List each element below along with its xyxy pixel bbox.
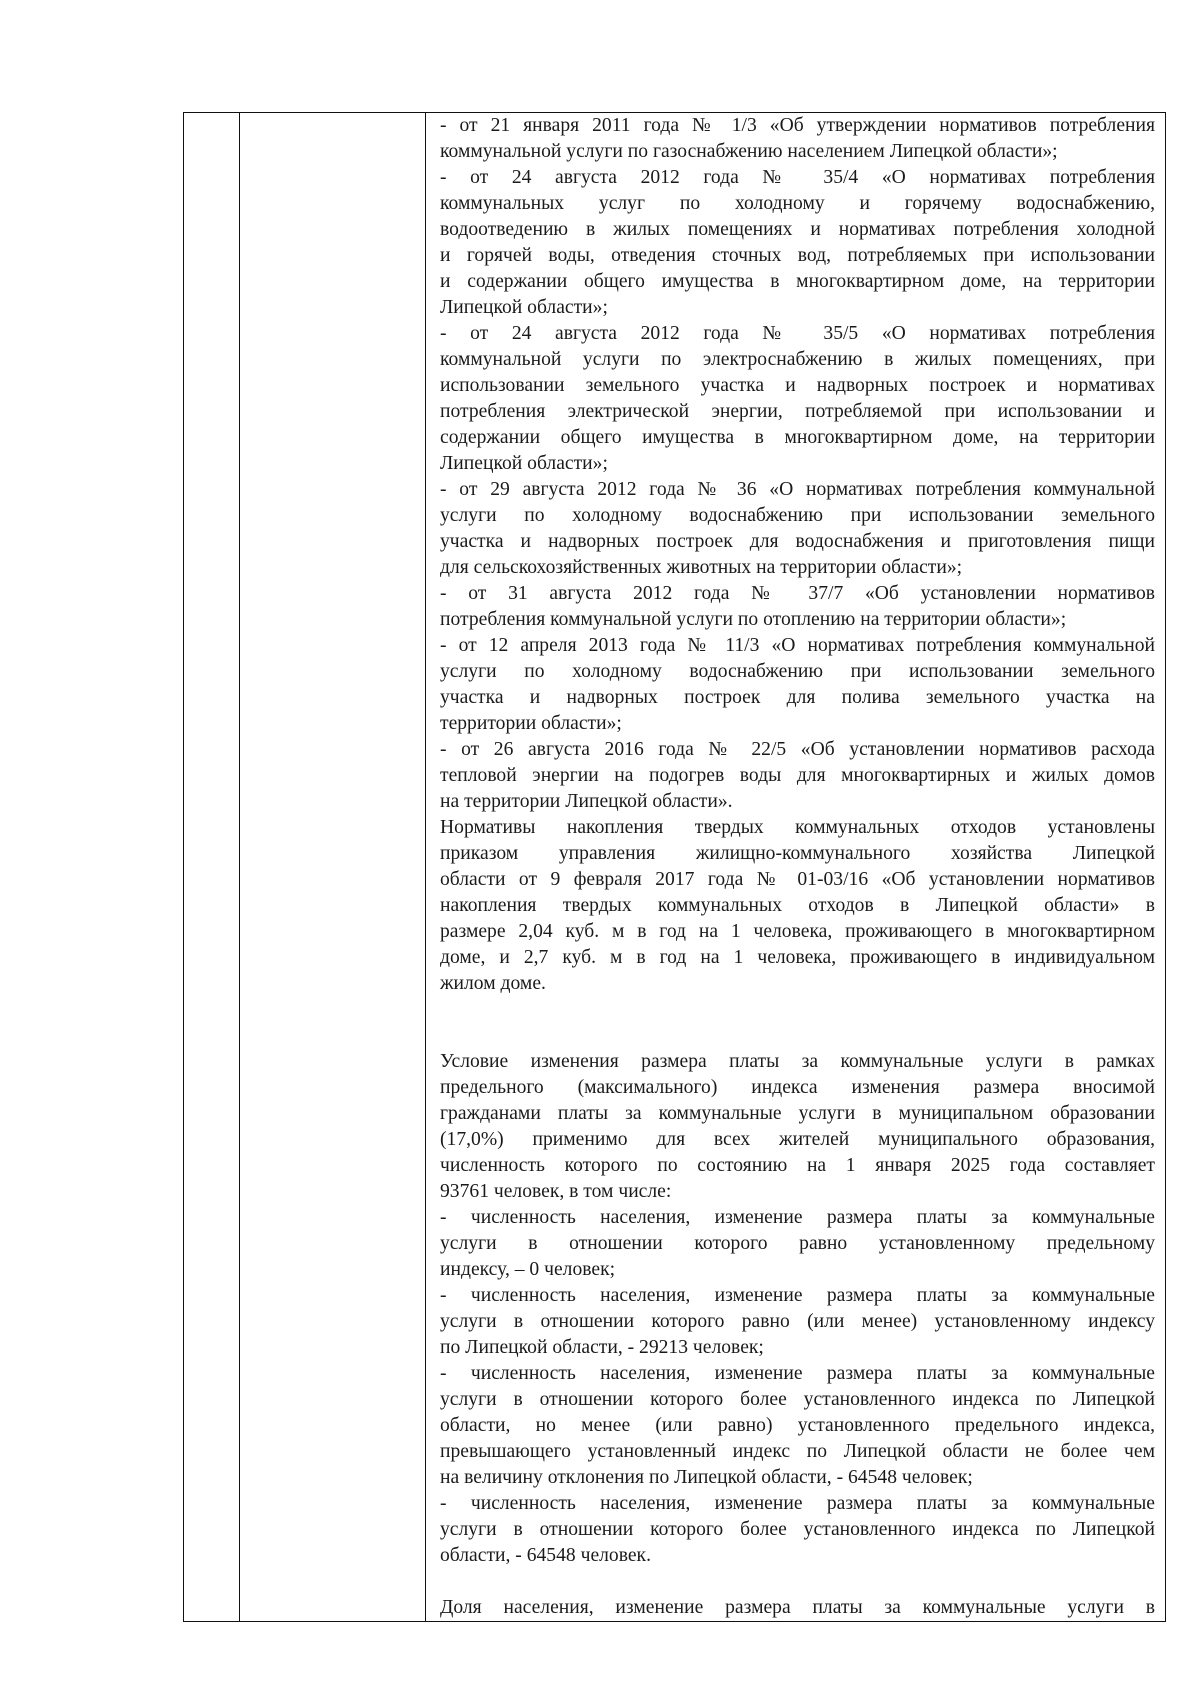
text-line: гражданами платы за коммунальные услуги в муниципальном образовании bbox=[440, 1103, 1155, 1124]
text-line: содержании общего имущества в многоквартирном доме, на территории bbox=[440, 427, 1155, 448]
text-line: индексу, – 0 человек; bbox=[440, 1259, 616, 1280]
text-line: Липецкой области»; bbox=[440, 453, 608, 474]
paragraph-gap bbox=[440, 1023, 1155, 1049]
text-line: участка и надворных построек для водоснабжения и приготовления пищи bbox=[440, 531, 1155, 552]
text-line: коммунальных услуг по холодному и горячему водоснабжению, bbox=[440, 193, 1155, 214]
text-line: услуги в отношении которого равно (или менее) установленному индексу bbox=[440, 1311, 1155, 1332]
text-line: Доля населения, изменение размера платы за коммунальные услуги в bbox=[440, 1597, 1155, 1618]
text-block-population bbox=[440, 1049, 1155, 1569]
text-line: - от 26 августа 2016 года № 22/5 «Об установлении нормативов расхода bbox=[440, 739, 1155, 760]
text-line: 93761 человек, в том числе: bbox=[440, 1181, 672, 1202]
text-line: тепловой энергии на подогрев воды для многоквартирных и жилых домов bbox=[440, 765, 1155, 786]
paragraph-gap bbox=[440, 997, 1155, 1023]
text-line: на величину отклонения по Липецкой области, - 64548 человек; bbox=[440, 1467, 973, 1488]
text-line: потребления электрической энергии, потребляемой при использовании и bbox=[440, 401, 1155, 422]
text-line: потребления коммунальной услуги по отоплению на территории области»; bbox=[440, 609, 1067, 630]
text-line: - от 29 августа 2012 года № 36 «О нормативах потребления коммунальной bbox=[440, 479, 1155, 500]
text-line: области от 9 февраля 2017 года № 01-03/16 «Об установлении нормативов bbox=[440, 869, 1155, 890]
text-line: - от 24 августа 2012 года № 35/4 «О нормативах потребления bbox=[440, 167, 1155, 188]
table-cell-content bbox=[426, 113, 1166, 1622]
text-line: услуги по холодному водоснабжению при использовании земельного bbox=[440, 505, 1155, 526]
text-line: - численность населения, изменение размера платы за коммунальные bbox=[440, 1493, 1155, 1514]
cell-text-block bbox=[426, 113, 1165, 1621]
text-line: для сельскохозяйственных животных на территории области»; bbox=[440, 557, 963, 578]
text-line: коммунальной услуги по электроснабжению в жилых помещениях, при bbox=[440, 349, 1155, 370]
text-line: Липецкой области»; bbox=[440, 297, 608, 318]
text-line: размере 2,04 куб. м в год на 1 человека, проживающего в многоквартирном bbox=[440, 921, 1155, 942]
text-line: - от 31 августа 2012 года № 37/7 «Об установлении нормативов bbox=[440, 583, 1155, 604]
text-line: - численность населения, изменение размера платы за коммунальные bbox=[440, 1363, 1155, 1384]
table-cell-name bbox=[240, 113, 426, 1622]
table-cell-number bbox=[184, 113, 240, 1622]
text-line: области, но менее (или равно) установленного предельного индекса, bbox=[440, 1415, 1155, 1436]
text-line: услуги в отношении которого более установленного индекса по Липецкой bbox=[440, 1519, 1155, 1540]
text-line: - численность населения, изменение размера платы за коммунальные bbox=[440, 1285, 1155, 1306]
text-line: приказом управления жилищно-коммунального хозяйства Липецкой bbox=[440, 843, 1155, 864]
text-line: превышающего установленный индекс по Липецкой области не более чем bbox=[440, 1441, 1155, 1462]
text-line: - от 12 апреля 2013 года № 11/3 «О нормативах потребления коммунальной bbox=[440, 635, 1155, 656]
text-line: коммунальной услуги по газоснабжению населением Липецкой области»; bbox=[440, 141, 1058, 162]
text-line: накопления твердых коммунальных отходов в Липецкой области» в bbox=[440, 895, 1155, 916]
text-line: на территории Липецкой области». bbox=[440, 791, 733, 812]
text-line: Нормативы накопления твердых коммунальных отходов установлены bbox=[440, 817, 1155, 838]
text-line: и содержании общего имущества в многоквартирном доме, на территории bbox=[440, 271, 1155, 292]
text-line: услуги в отношении которого равно установленному предельному bbox=[440, 1233, 1155, 1254]
text-line: и горячей воды, отведения сточных вод, потребляемых при использовании bbox=[440, 245, 1155, 266]
text-line: Условие изменения размера платы за коммунальные услуги в рамках bbox=[440, 1051, 1155, 1072]
text-block-regulations bbox=[440, 113, 1155, 997]
text-line: жилом доме. bbox=[440, 973, 546, 994]
text-line: - от 24 августа 2012 года № 35/5 «О нормативах потребления bbox=[440, 323, 1155, 344]
text-line: территории области»; bbox=[440, 713, 622, 734]
text-line: услуги в отношении которого более установленного индекса по Липецкой bbox=[440, 1389, 1155, 1410]
text-line: (17,0%) применимо для всех жителей муниципального образования, bbox=[440, 1129, 1155, 1150]
paragraph-gap bbox=[440, 1569, 1155, 1595]
text-line: области, - 64548 человек. bbox=[440, 1545, 651, 1566]
text-line: по Липецкой области, - 29213 человек; bbox=[440, 1337, 764, 1358]
text-line: - от 21 января 2011 года № 1/3 «Об утверждении нормативов потребления bbox=[440, 115, 1155, 136]
text-line: услуги по холодному водоснабжению при использовании земельного bbox=[440, 661, 1155, 682]
text-block-share bbox=[440, 1595, 1155, 1621]
table-row bbox=[184, 113, 1166, 1622]
text-line: использовании земельного участка и надворных построек и нормативах bbox=[440, 375, 1155, 396]
text-line: - численность населения, изменение размера платы за коммунальные bbox=[440, 1207, 1155, 1228]
text-line: водоотведению в жилых помещениях и нормативах потребления холодной bbox=[440, 219, 1155, 240]
document-table bbox=[183, 112, 1166, 1622]
text-line: доме, и 2,7 куб. м в год на 1 человека, проживающего в индивидуальном bbox=[440, 947, 1155, 968]
text-line: предельного (максимального) индекса изменения размера вносимой bbox=[440, 1077, 1155, 1098]
text-line: численность которого по состоянию на 1 января 2025 года составляет bbox=[440, 1155, 1155, 1176]
text-line: участка и надворных построек для полива земельного участка на bbox=[440, 687, 1155, 708]
